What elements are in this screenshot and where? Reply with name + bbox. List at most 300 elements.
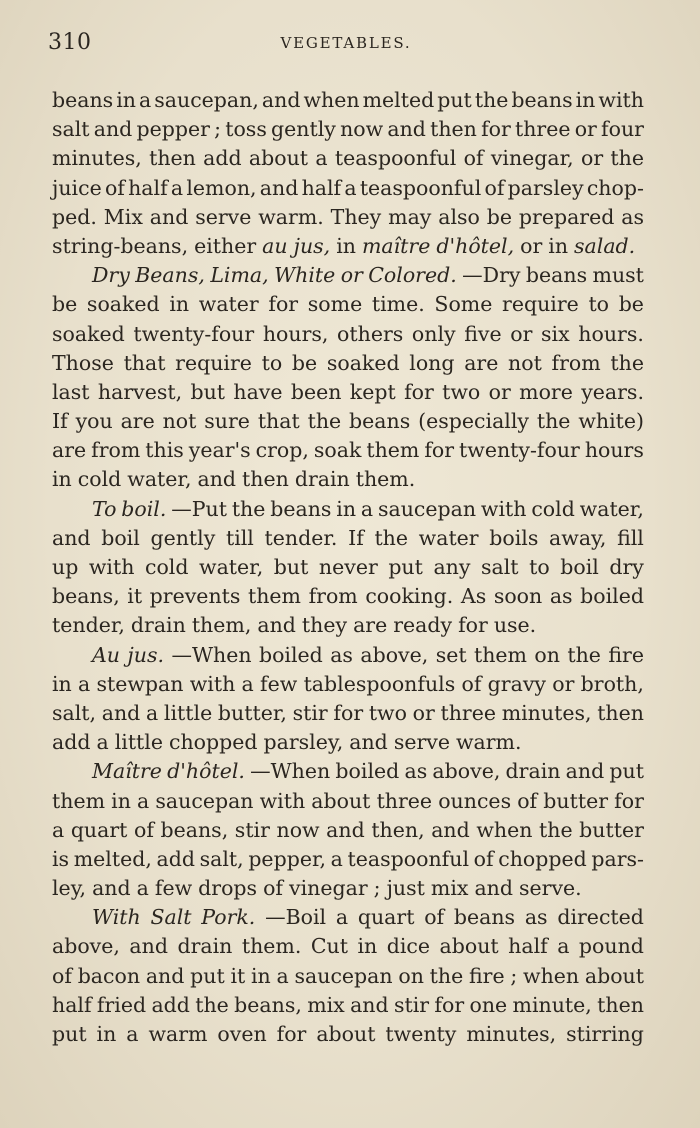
word: then	[597, 992, 644, 1017]
word: time.	[371, 292, 425, 317]
word: a	[241, 671, 254, 696]
word: boils	[489, 525, 539, 550]
word: but	[190, 379, 226, 404]
word: stirring	[566, 1022, 644, 1046]
word: of	[473, 846, 494, 871]
word: be	[486, 204, 513, 229]
word: half	[508, 934, 548, 959]
text-line	[52, 641, 644, 670]
word: till	[225, 525, 254, 550]
text-line	[52, 320, 644, 349]
word: in	[52, 671, 72, 696]
word: a	[146, 700, 159, 725]
text-line	[52, 115, 644, 144]
word: a	[170, 175, 184, 200]
word: the	[610, 350, 644, 375]
word: and	[259, 175, 299, 200]
word: add	[203, 146, 242, 171]
word: above,	[432, 759, 501, 784]
text-line	[52, 1020, 644, 1049]
word: any	[433, 555, 471, 579]
word: pepper	[136, 117, 210, 142]
word: Mix	[103, 204, 143, 229]
word: tablespoonfuls	[303, 671, 456, 696]
word: White	[274, 263, 336, 288]
word: from	[308, 584, 358, 609]
word: a	[557, 934, 570, 959]
word: then	[242, 467, 289, 492]
word: three	[440, 700, 496, 725]
word: warm	[148, 1022, 208, 1046]
word: add	[151, 992, 190, 1017]
word: them,	[191, 613, 252, 638]
word: be	[618, 292, 644, 317]
word: saucepan	[377, 496, 477, 521]
word: ;	[373, 876, 381, 901]
word: salad.	[574, 233, 636, 258]
word: three	[376, 788, 433, 813]
word: butter,	[217, 700, 287, 725]
word: when	[303, 88, 360, 112]
word: butter	[543, 788, 609, 813]
word: twenty-four	[133, 321, 255, 346]
word: just	[386, 876, 425, 901]
word: mix	[307, 992, 345, 1017]
word: above,	[360, 642, 429, 667]
word: them	[52, 788, 106, 813]
text-line	[52, 991, 644, 1020]
word: soon	[493, 584, 543, 609]
word: Some	[434, 292, 493, 317]
word: soaked	[52, 321, 125, 346]
word: it	[127, 584, 143, 609]
word: of	[133, 817, 154, 842]
word: add	[52, 730, 91, 755]
word: the	[374, 525, 409, 550]
word: or	[520, 233, 543, 258]
word: or	[340, 263, 363, 288]
word: tender.	[264, 525, 338, 550]
word: directed	[557, 905, 644, 930]
word: not	[162, 409, 197, 434]
word: half	[52, 992, 92, 1017]
word: then	[430, 117, 477, 142]
word: a	[276, 963, 289, 988]
word: to	[588, 292, 610, 317]
word: beans,	[52, 584, 120, 609]
word: cooking.	[365, 584, 454, 609]
word: for	[404, 379, 434, 404]
word: boil.	[121, 496, 167, 521]
word: them	[473, 642, 527, 667]
word: oven	[217, 1022, 267, 1046]
word: on	[398, 963, 424, 988]
word: for	[481, 117, 511, 142]
word: a	[52, 817, 65, 842]
word: it	[230, 963, 246, 988]
word: then	[149, 146, 196, 171]
word: If	[52, 409, 68, 434]
word: gently	[150, 525, 216, 550]
word: stewpan	[96, 671, 184, 696]
text-line	[52, 261, 644, 290]
text-line	[52, 874, 644, 903]
word: the	[610, 146, 644, 171]
text-line	[52, 144, 644, 173]
word: put	[388, 555, 423, 579]
word: a	[330, 846, 343, 871]
word: then	[597, 700, 644, 725]
word: require	[175, 350, 252, 375]
word: chop-	[586, 175, 644, 200]
word: are	[52, 438, 87, 463]
word: stir	[393, 992, 430, 1017]
word: beans	[270, 496, 332, 521]
word: the	[429, 963, 464, 988]
text-line	[52, 407, 644, 436]
word: the	[567, 642, 601, 667]
word: fire	[608, 642, 644, 667]
word: five	[464, 321, 502, 346]
word: or	[580, 146, 604, 171]
word: and	[129, 934, 168, 959]
word: add	[156, 846, 195, 871]
word: or	[510, 321, 533, 346]
word: Colored.	[368, 263, 457, 288]
word: water	[418, 525, 479, 550]
word: serve.	[519, 876, 582, 901]
word: minutes,	[501, 700, 592, 725]
text-line	[52, 553, 644, 582]
word: melted	[362, 88, 435, 112]
word: warm.	[258, 204, 324, 229]
word: cold	[77, 467, 122, 492]
word: ;	[214, 117, 222, 142]
word: put	[52, 1022, 87, 1046]
word: put	[437, 88, 472, 112]
word: in	[169, 292, 190, 317]
word: and	[101, 700, 141, 725]
word: gently	[271, 117, 336, 142]
word: are	[120, 409, 155, 434]
word: from	[91, 438, 141, 463]
word: twenty-four	[459, 438, 580, 463]
word: them.	[241, 934, 302, 959]
word: and	[350, 992, 389, 1017]
page-number: 310	[48, 30, 92, 55]
word: use.	[493, 613, 537, 638]
word: saucepan	[155, 788, 254, 813]
text-line	[52, 465, 644, 494]
word: serve	[195, 204, 252, 229]
word: as	[404, 759, 428, 784]
word: stir	[234, 817, 270, 842]
word: fill	[617, 525, 644, 550]
word: and	[474, 876, 514, 901]
word: and	[349, 730, 388, 755]
word: as	[330, 642, 353, 667]
word: mix	[430, 876, 469, 901]
word: salt,	[52, 700, 97, 725]
word: or	[488, 379, 511, 404]
word: when	[523, 963, 580, 988]
word: of	[484, 175, 505, 200]
word: beans,	[160, 817, 229, 842]
word: —When	[171, 642, 252, 667]
word: few	[260, 671, 298, 696]
word: may	[388, 204, 432, 229]
word: for	[458, 613, 488, 638]
word: teaspoonful	[359, 175, 482, 200]
word: and	[565, 759, 605, 784]
body-text	[52, 86, 644, 1049]
word: and	[387, 117, 426, 142]
text-line	[52, 495, 644, 524]
text-line	[52, 932, 644, 961]
word: about	[316, 1022, 376, 1046]
word: and	[93, 117, 133, 142]
word: d'hôtel.	[167, 759, 245, 784]
word: boil	[560, 555, 599, 579]
word: little	[114, 730, 163, 755]
word: only	[411, 321, 456, 346]
word: Those	[52, 350, 114, 375]
word: water,	[127, 467, 192, 492]
word: drain	[130, 613, 186, 638]
word: sure	[204, 409, 250, 434]
word: cold	[531, 496, 575, 521]
word: for	[424, 438, 455, 463]
word: boiled	[580, 584, 644, 609]
word: or	[552, 671, 575, 696]
word: must	[592, 263, 644, 288]
word: beans	[525, 263, 588, 288]
word: salt	[481, 555, 519, 579]
word: To	[92, 496, 117, 521]
word: If	[348, 525, 364, 550]
word: others	[337, 321, 404, 346]
text-line	[52, 524, 644, 553]
word: beans	[453, 905, 516, 930]
page-header	[48, 30, 644, 60]
text-line	[52, 757, 644, 786]
word: the	[536, 409, 571, 434]
word: from	[551, 350, 601, 375]
word: Salt	[150, 905, 192, 930]
word: in	[336, 233, 356, 258]
word: with	[189, 671, 236, 696]
word: soaked	[86, 292, 160, 317]
word: of	[52, 963, 72, 988]
word: chopped	[498, 846, 587, 871]
word: in	[111, 788, 131, 813]
word: drain	[294, 467, 350, 492]
word: warm.	[455, 730, 522, 755]
word: in	[251, 963, 271, 988]
word: au	[262, 233, 288, 258]
word: With	[92, 905, 141, 930]
word: a	[126, 1022, 139, 1046]
word: a	[315, 146, 328, 171]
word: d'hôtel,	[436, 233, 515, 258]
word: of	[104, 175, 125, 200]
word: minute,	[512, 992, 592, 1017]
text-line	[52, 670, 644, 699]
word: about	[248, 146, 309, 171]
word: stir	[292, 700, 328, 725]
text-line	[52, 728, 644, 757]
word: to	[529, 555, 550, 579]
word: prepared	[518, 204, 615, 229]
word: of	[461, 671, 482, 696]
word: parsley	[507, 175, 584, 200]
word: and	[326, 817, 365, 842]
word: fried	[96, 992, 147, 1017]
word: cold	[144, 555, 189, 579]
word: with	[598, 88, 644, 112]
word: half	[128, 175, 168, 200]
text-line	[52, 203, 644, 232]
word: for	[268, 292, 299, 317]
word: bacon	[77, 963, 141, 988]
word: set	[435, 642, 467, 667]
word: jus.	[127, 642, 165, 667]
word: vinegar	[289, 876, 368, 901]
word: as	[621, 204, 644, 229]
word: away,	[549, 525, 607, 550]
word: as	[549, 584, 573, 609]
word: chopped	[168, 730, 258, 755]
word: a	[360, 496, 374, 521]
word: a	[96, 730, 109, 755]
word: in	[96, 1022, 117, 1046]
word: the	[539, 817, 573, 842]
word: a	[139, 88, 152, 112]
word: —Put	[171, 496, 227, 521]
word: ready	[393, 613, 453, 638]
word: year's	[188, 438, 251, 463]
word: drain	[505, 759, 561, 784]
text-line	[52, 232, 644, 261]
word: put	[609, 759, 644, 784]
word: Cut	[310, 934, 348, 959]
word: about	[439, 934, 499, 959]
word: teaspoonful	[334, 146, 457, 171]
word: ped.	[52, 204, 97, 229]
word: butter	[579, 817, 644, 842]
word: hours	[584, 438, 644, 463]
word: a	[78, 671, 91, 696]
word: and	[431, 817, 470, 842]
word: dice	[386, 934, 431, 959]
word: saucepan	[294, 963, 393, 988]
word: boiled	[335, 759, 400, 784]
word: have	[233, 379, 283, 404]
word: and	[92, 876, 131, 901]
word: be	[52, 292, 78, 317]
word: of	[463, 146, 484, 171]
word: or	[574, 117, 597, 142]
text-line	[52, 962, 644, 991]
word: to	[261, 350, 283, 375]
word: kept	[349, 379, 396, 404]
word: about	[584, 963, 644, 988]
word: tender,	[52, 613, 125, 638]
word: now	[340, 117, 384, 142]
word: with	[480, 496, 527, 521]
word: you	[75, 409, 113, 434]
word: few	[154, 876, 193, 901]
word: in	[548, 233, 569, 258]
word: Au	[92, 642, 121, 667]
word: are	[353, 613, 388, 638]
text-line	[52, 436, 644, 465]
word: maître	[361, 233, 431, 258]
text-line	[52, 290, 644, 319]
word: hours,	[262, 321, 329, 346]
word: two	[442, 379, 481, 404]
word: white)	[578, 409, 644, 434]
word: pars-	[591, 846, 644, 871]
word: pound	[578, 934, 644, 959]
word: is	[52, 846, 70, 871]
word: beans	[511, 88, 573, 112]
word: teaspoonful	[347, 846, 469, 871]
word: two	[368, 700, 407, 725]
word: in	[116, 88, 136, 112]
text-line	[52, 903, 644, 932]
word: years.	[581, 379, 644, 404]
word: also	[438, 204, 480, 229]
word: them.	[355, 467, 416, 492]
word: on	[534, 642, 560, 667]
word: drops	[198, 876, 258, 901]
word: one	[469, 992, 508, 1017]
word: harvest,	[97, 379, 183, 404]
word: and	[145, 963, 185, 988]
word: for	[276, 1022, 307, 1046]
word: this	[145, 438, 184, 463]
word: in	[52, 467, 72, 492]
word: quart	[70, 817, 128, 842]
word: them	[247, 584, 301, 609]
word: now	[276, 817, 320, 842]
word: and	[261, 88, 301, 112]
word: parsley,	[263, 730, 344, 755]
word: when	[476, 817, 533, 842]
word: last	[52, 379, 90, 404]
word: lemon,	[186, 175, 257, 200]
word: been	[290, 379, 342, 404]
text-line	[52, 349, 644, 378]
word: (especially	[418, 409, 529, 434]
word: some	[307, 292, 363, 317]
word: ounces	[438, 788, 512, 813]
word: pepper,	[248, 846, 327, 871]
word: gravy	[487, 671, 546, 696]
word: of	[424, 905, 445, 930]
word: ;	[510, 963, 518, 988]
word: melted,	[73, 846, 152, 871]
word: half	[301, 175, 342, 200]
word: with	[88, 555, 135, 579]
word: soaked	[326, 350, 400, 375]
word: not	[508, 350, 542, 375]
word: them	[366, 438, 420, 463]
word: are	[464, 350, 499, 375]
word: never	[318, 555, 378, 579]
word: boil	[101, 525, 140, 550]
